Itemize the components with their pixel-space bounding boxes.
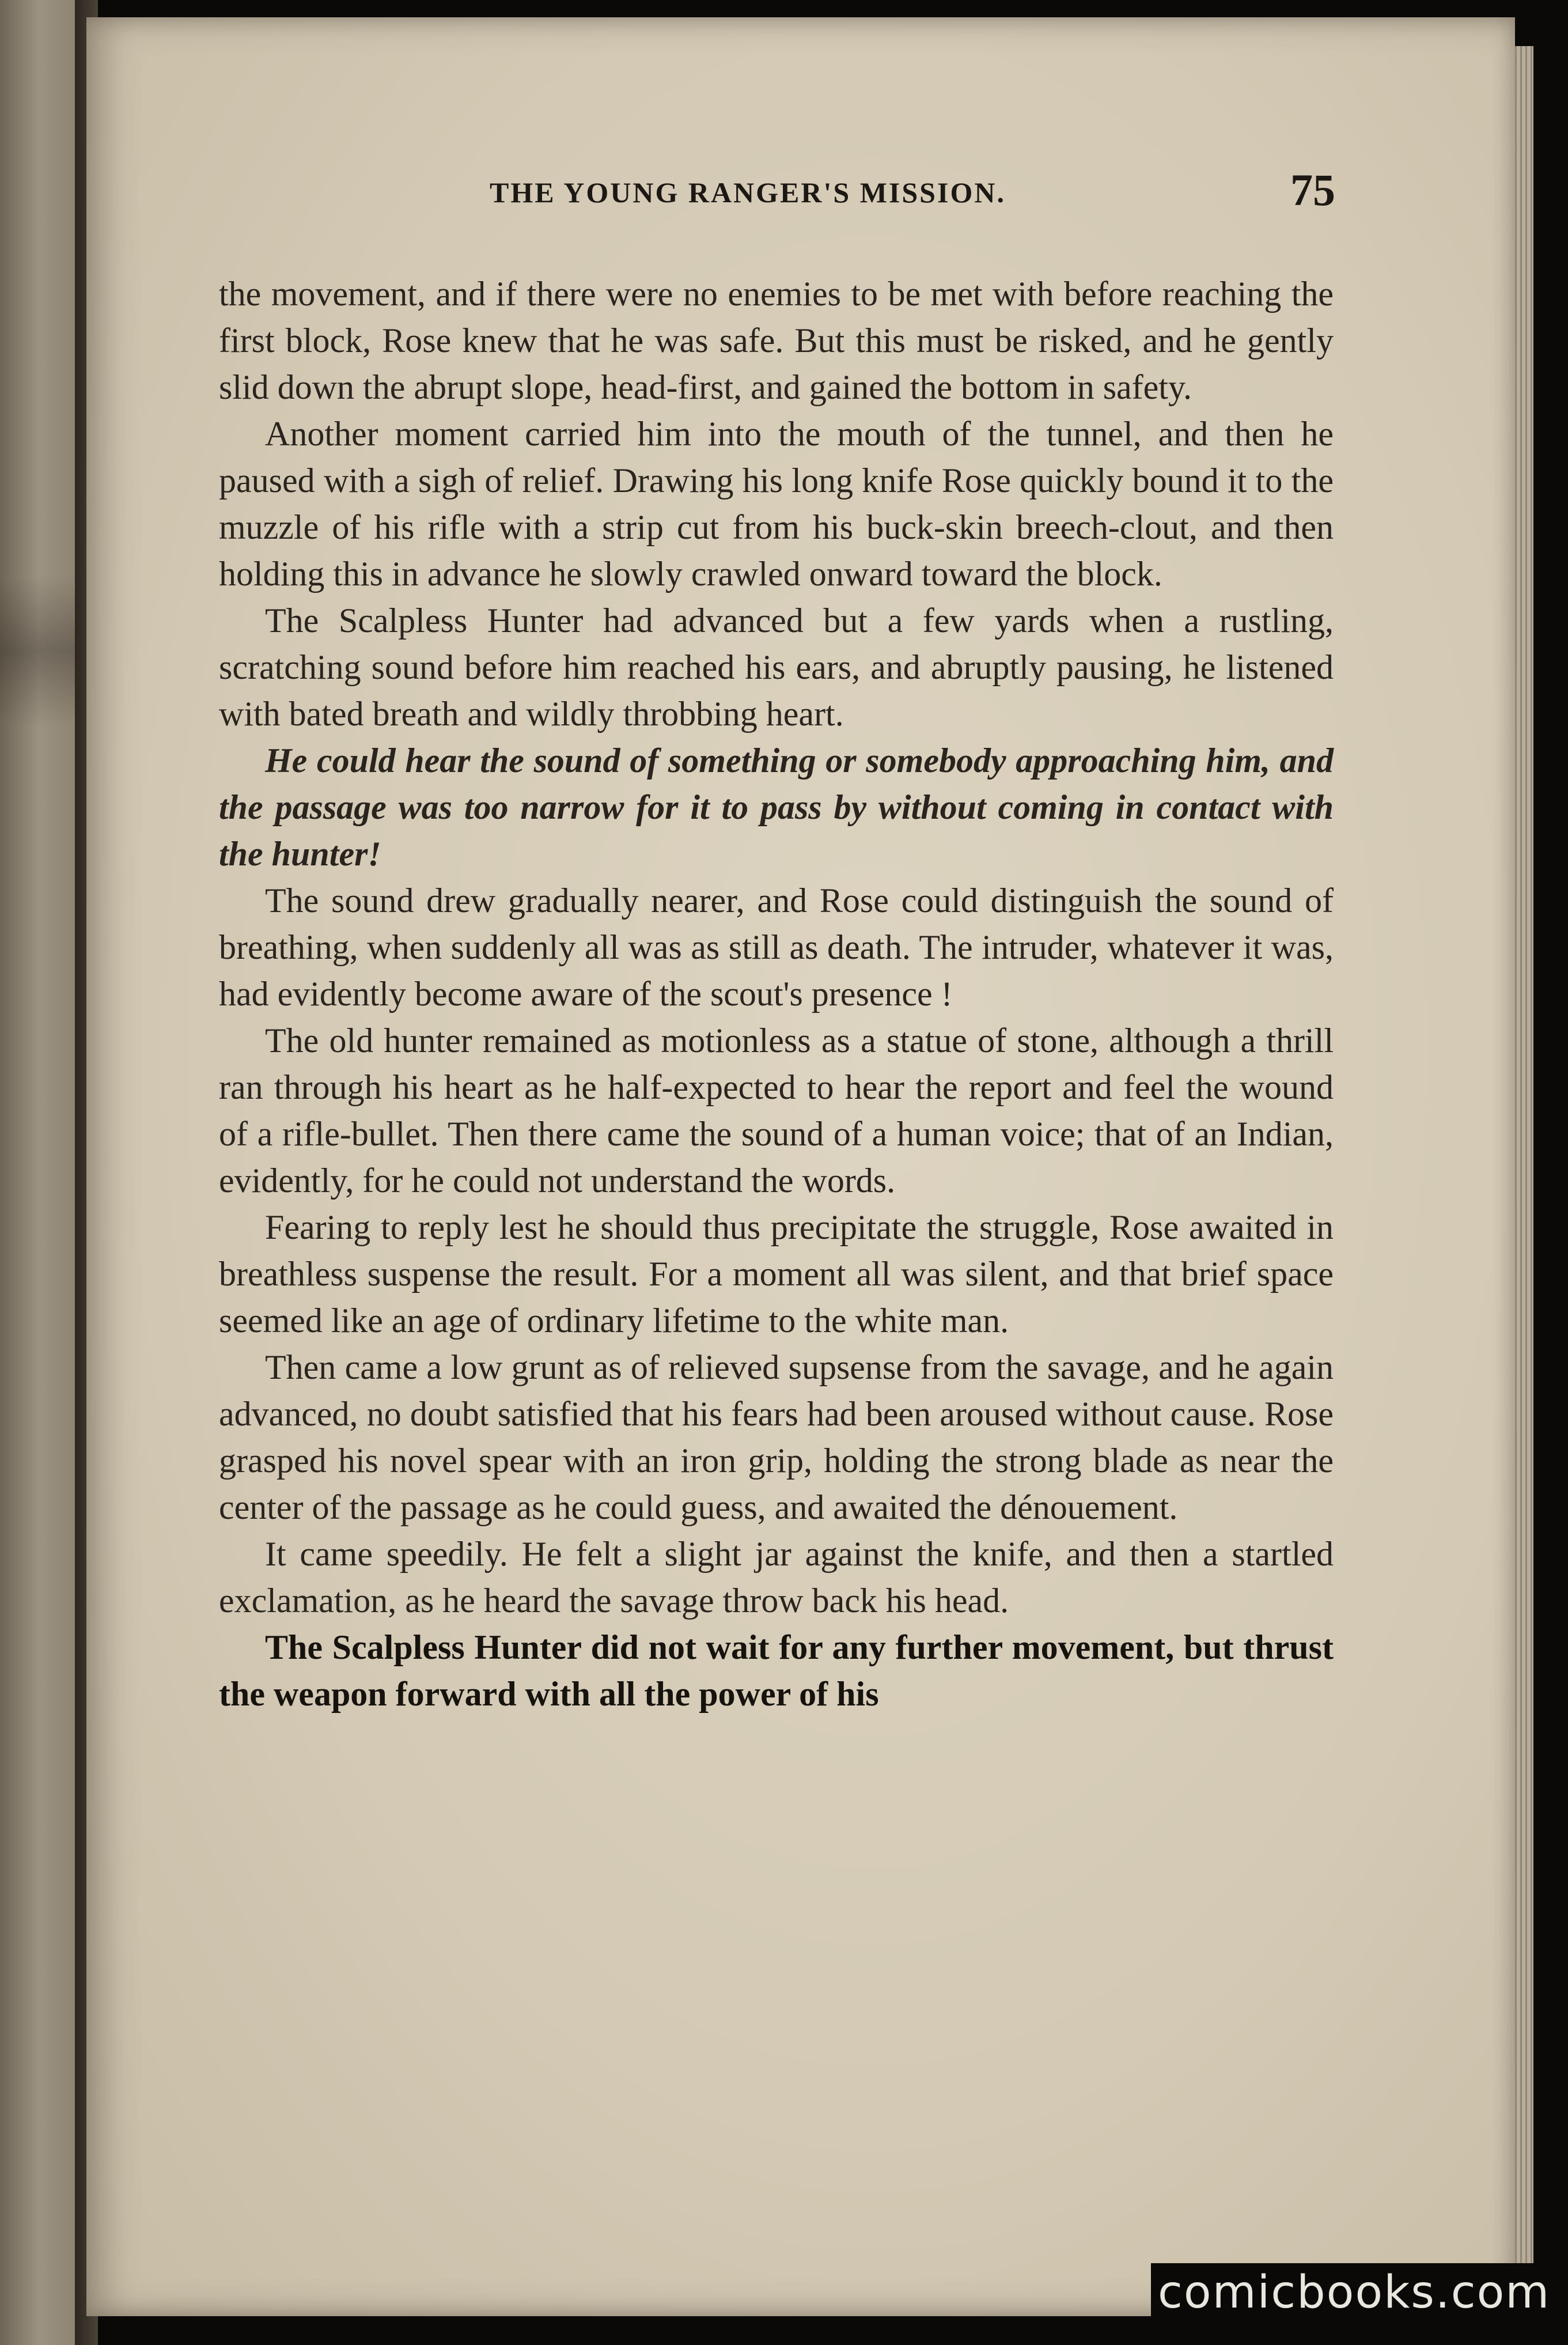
body-text xyxy=(219,271,1334,1718)
paragraph-italic: He could hear the sound of something or somebody approaching him, and the passage was too narrow for it to pass by without coming in contact with the hunter! xyxy=(219,742,1334,873)
watermark xyxy=(1151,2263,1551,2331)
page-number: 75 xyxy=(1290,165,1335,215)
paragraph: The Scalpless Hunter had advanced but a few yards when a rustling, scratching sound before him reached his ears, and abruptly pausing, he listened with bated breath and wildly throbbing heart. xyxy=(219,602,1334,733)
paragraph: It came speedily. He felt a slight jar against the knife, and then a startled exclamation, as he heard the savage throw back his head. xyxy=(219,1535,1334,1620)
book-page xyxy=(86,17,1515,2316)
page-fold-shadow xyxy=(0,576,81,726)
facing-page-edge xyxy=(0,0,86,2345)
paragraph: Then came a low grunt as of relieved supsense from the savage, and he again advanced, no doubt satisfied that his fears had been aroused without cause. Rose grasped his novel spear with an iron grip, holding the strong blade as near the center of the passage as he could guess, and awaited the dénouement. xyxy=(219,1348,1334,1526)
paragraph: The Scalpless Hunter did not wait for any further movement, but thrust the weapon forward with all the power of his xyxy=(219,1628,1334,1713)
paragraph: Fearing to reply lest he should thus precipitate the struggle, Rose awaited in breathless suspense the result. For a moment all was silent, and that brief space seemed like an age of ordinary lifetime to the white man. xyxy=(219,1208,1334,1340)
paragraph: The old hunter remained as motionless as a statue of stone, although a thrill ran through his heart as he half-expected to hear the report and feel the wound of a rifle-bullet. Then there came the sound of a human voice; that of an Indian, evidently, for he could not understand the words. xyxy=(219,1022,1334,1200)
running-head-title: THE YOUNG RANGER'S MISSION. xyxy=(490,176,1006,209)
running-head xyxy=(86,165,1515,228)
paragraph: The sound drew gradually nearer, and Rose could distinguish the sound of breathing, when suddenly all was as still as death. The intruder, whatever it was, had evidently become aware of the scout's presence ! xyxy=(219,882,1334,1013)
watermark-text: comicbooks.com xyxy=(1158,2267,1551,2318)
paragraph: the movement, and if there were no enemies to be met with before reaching the first block, Rose knew that he was safe. But this must be risked, and he gently slid down the abrupt slope, head-first, and gained the bottom in safety. xyxy=(219,275,1334,406)
paragraph: Another moment carried him into the mouth of the tunnel, and then he paused with a sigh of relief. Drawing his long knife Rose quickly bound it to the muzzle of his rifle with a strip cut from his buck-skin breech-clout, and then holding this in advance he slowly crawled onward toward the block. xyxy=(219,415,1334,593)
